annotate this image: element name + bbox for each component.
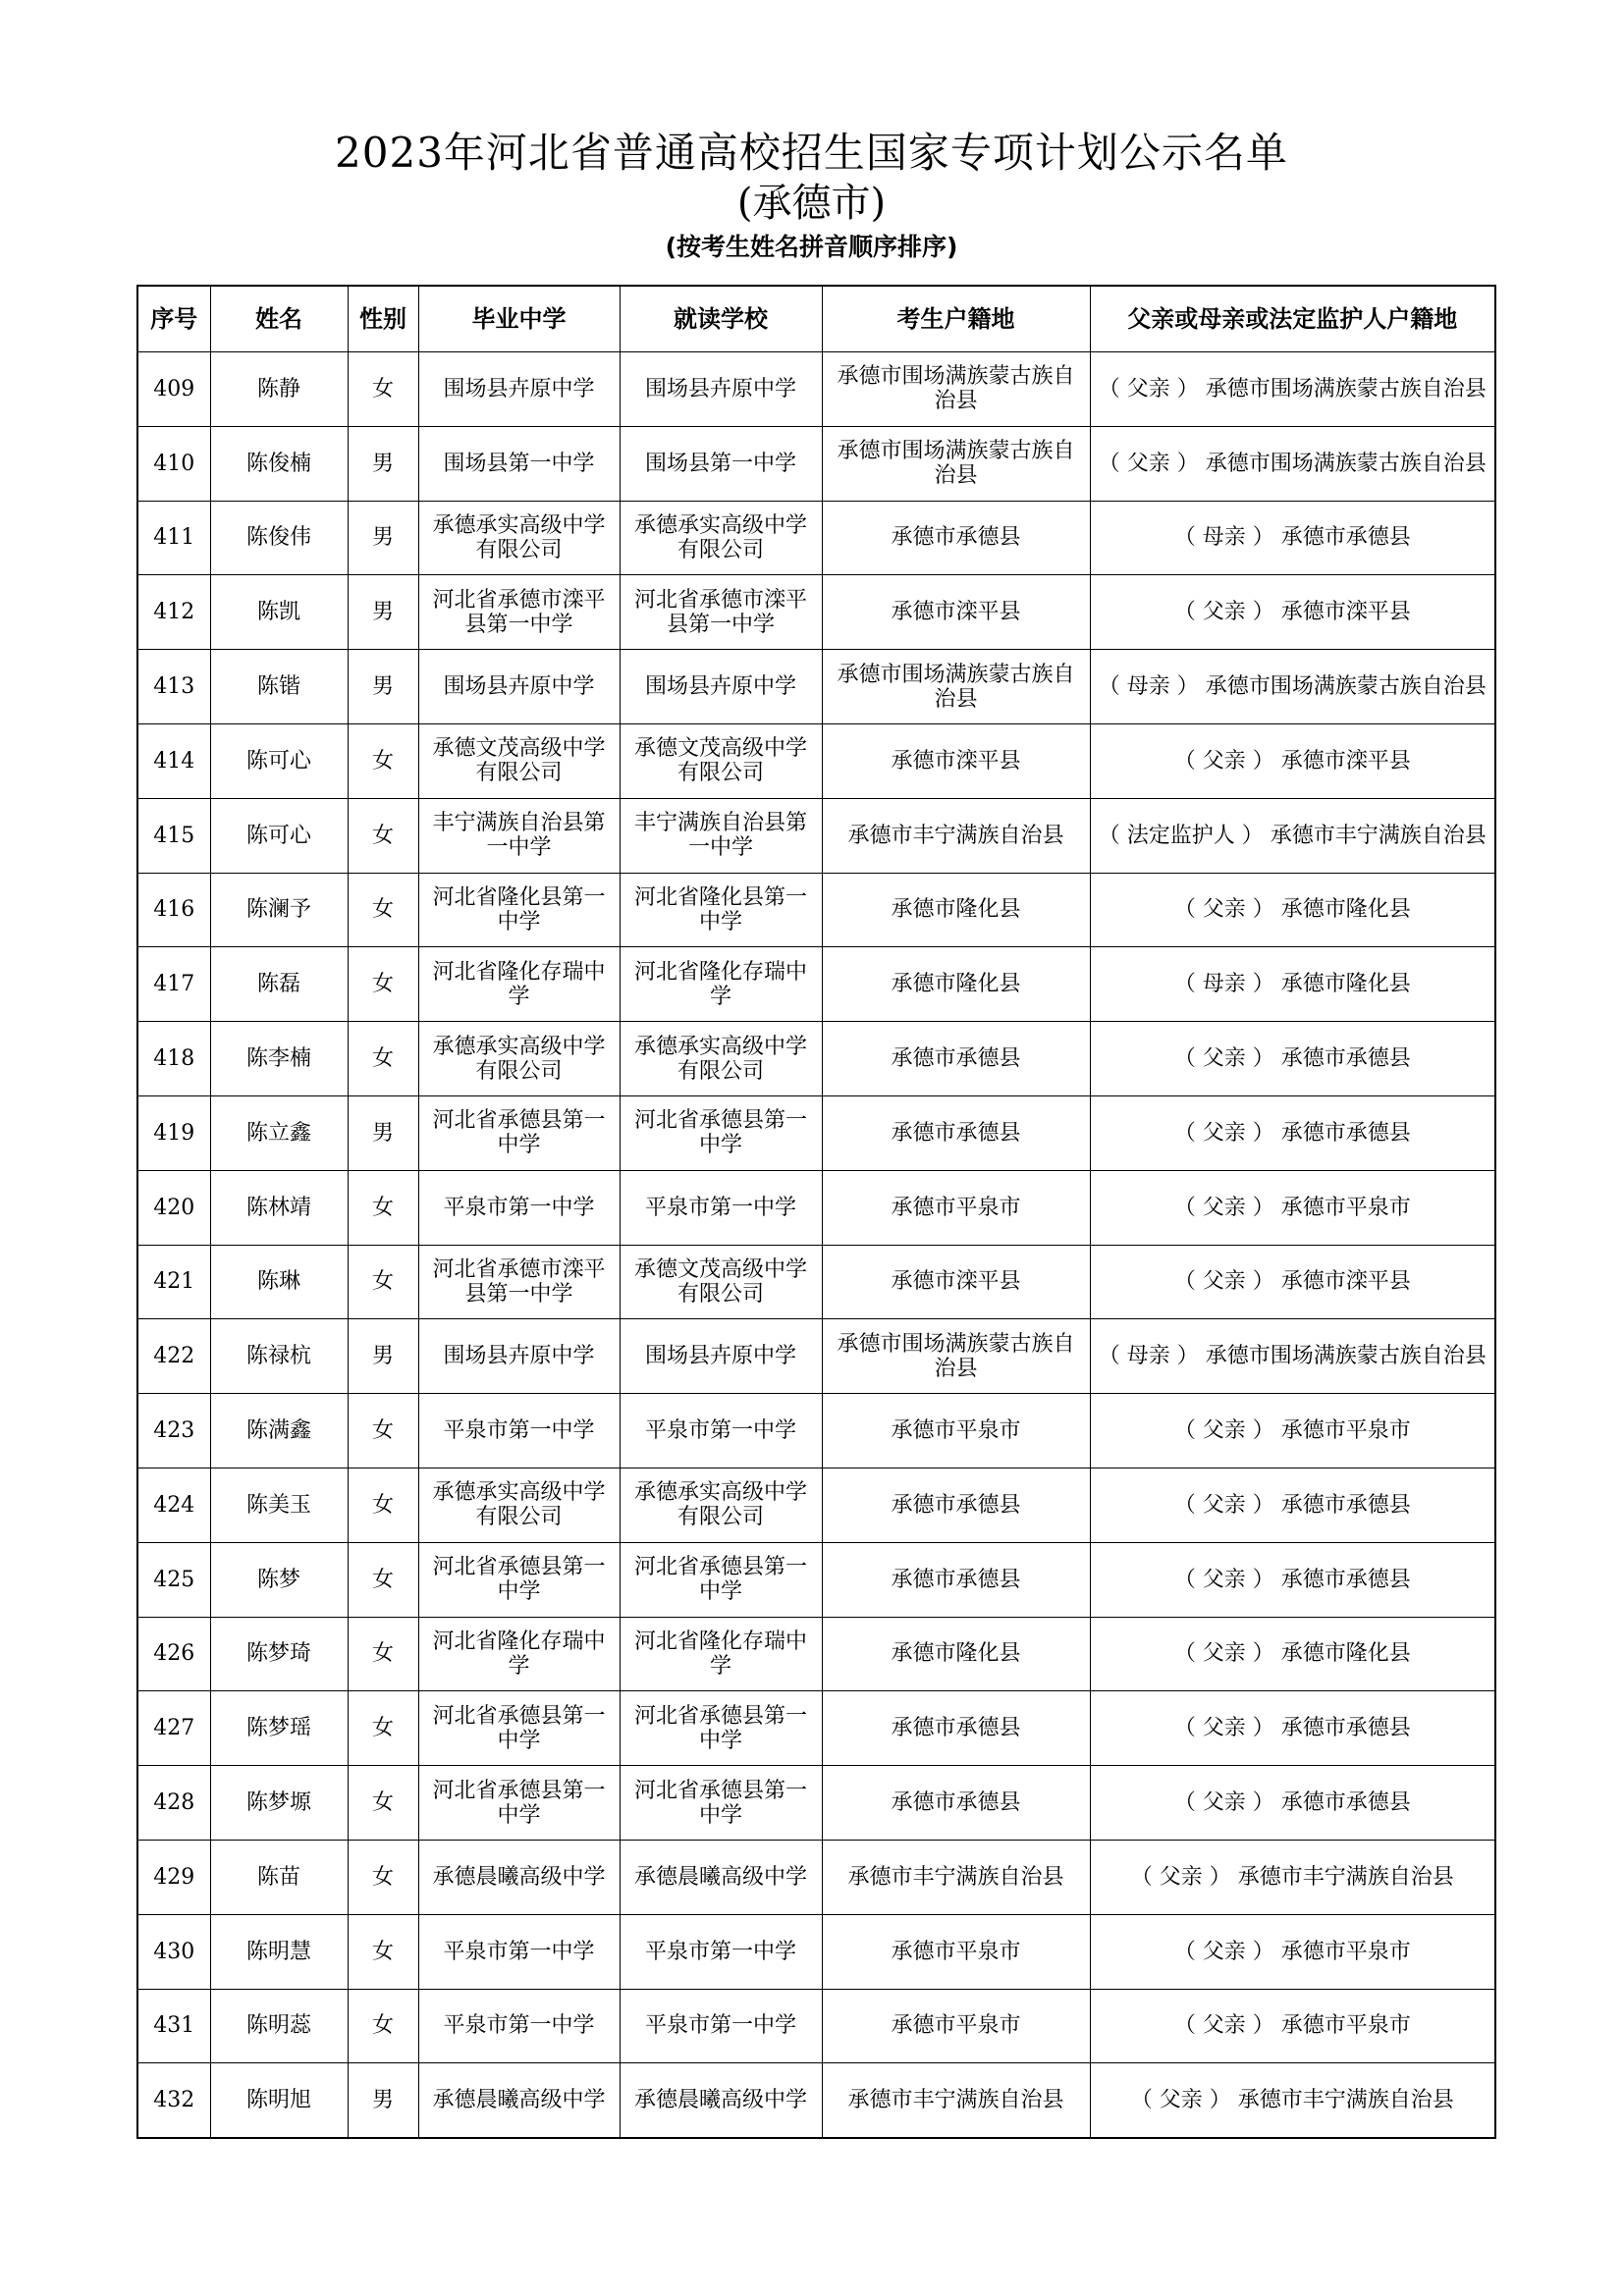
document-header — [0, 128, 1623, 265]
cell-current-school: 承德承实高级中学有限公司 — [620, 501, 822, 575]
cell-graduated-school: 河北省承德市滦平县第一中学 — [418, 575, 620, 650]
cell-student-residence: 承德市承德县 — [822, 1542, 1090, 1617]
cell-current-school: 平泉市第一中学 — [620, 1914, 822, 1989]
cell-gender: 女 — [348, 1394, 418, 1468]
cell-student-residence: 承德市承德县 — [822, 1766, 1090, 1841]
cell-index: 431 — [137, 1989, 210, 2063]
cell-student-residence: 承德市滦平县 — [822, 723, 1090, 798]
cell-current-school: 平泉市第一中学 — [620, 1170, 822, 1245]
cell-graduated-school: 围场县卉原中学 — [418, 352, 620, 427]
cell-gender: 男 — [348, 2063, 418, 2138]
cell-current-school: 围场县第一中学 — [620, 426, 822, 501]
cell-index: 422 — [137, 1319, 210, 1394]
cell-index: 416 — [137, 873, 210, 947]
table-row — [137, 501, 1495, 575]
cell-guardian-residence: （ 母亲 ） 承德市围场满族蒙古族自治县 — [1090, 650, 1495, 724]
cell-guardian-residence: （ 父亲 ） 承德市滦平县 — [1090, 575, 1495, 650]
cell-student-residence: 承德市平泉市 — [822, 1170, 1090, 1245]
cell-name: 陈明旭 — [210, 2063, 348, 2138]
table-row — [137, 1245, 1495, 1319]
cell-index: 425 — [137, 1542, 210, 1617]
cell-student-residence: 承德市承德县 — [822, 1691, 1090, 1766]
cell-index: 414 — [137, 723, 210, 798]
cell-gender: 女 — [348, 723, 418, 798]
cell-graduated-school: 平泉市第一中学 — [418, 1170, 620, 1245]
cell-name: 陈磊 — [210, 947, 348, 1022]
cell-index: 415 — [137, 798, 210, 873]
cell-student-residence: 承德市承德县 — [822, 1022, 1090, 1096]
table-row — [137, 1468, 1495, 1542]
cell-gender: 女 — [348, 1766, 418, 1841]
cell-name: 陈林靖 — [210, 1170, 348, 1245]
cell-student-residence: 承德市平泉市 — [822, 1914, 1090, 1989]
table-row — [137, 1840, 1495, 1914]
cell-guardian-residence: （ 父亲 ） 承德市承德县 — [1090, 1095, 1495, 1170]
cell-student-residence: 承德市围场满族蒙古族自治县 — [822, 1319, 1090, 1394]
table-row — [137, 575, 1495, 650]
cell-index: 419 — [137, 1095, 210, 1170]
table-row — [137, 1542, 1495, 1617]
cell-graduated-school: 围场县卉原中学 — [418, 1319, 620, 1394]
cell-name: 陈禄杭 — [210, 1319, 348, 1394]
cell-student-residence: 承德市平泉市 — [822, 1394, 1090, 1468]
cell-graduated-school: 承德承实高级中学有限公司 — [418, 1022, 620, 1096]
cell-current-school: 河北省承德县第一中学 — [620, 1691, 822, 1766]
cell-gender: 女 — [348, 798, 418, 873]
cell-name: 陈可心 — [210, 798, 348, 873]
cell-gender: 女 — [348, 1691, 418, 1766]
cell-student-residence: 承德市隆化县 — [822, 873, 1090, 947]
cell-graduated-school: 河北省隆化存瑞中学 — [418, 1617, 620, 1691]
cell-name: 陈梦塬 — [210, 1766, 348, 1841]
cell-name: 陈琳 — [210, 1245, 348, 1319]
cell-current-school: 承德文茂高级中学有限公司 — [620, 1245, 822, 1319]
table-row — [137, 1691, 1495, 1766]
cell-student-residence: 承德市滦平县 — [822, 575, 1090, 650]
cell-index: 426 — [137, 1617, 210, 1691]
cell-name: 陈明蕊 — [210, 1989, 348, 2063]
cell-student-residence: 承德市丰宁满族自治县 — [822, 2063, 1090, 2138]
cell-gender: 女 — [348, 947, 418, 1022]
cell-graduated-school: 平泉市第一中学 — [418, 1394, 620, 1468]
table-row — [137, 2063, 1495, 2138]
cell-name: 陈苗 — [210, 1840, 348, 1914]
cell-gender: 男 — [348, 650, 418, 724]
cell-current-school: 承德承实高级中学有限公司 — [620, 1468, 822, 1542]
column-header-student-residence: 考生户籍地 — [822, 286, 1090, 352]
table-row — [137, 1022, 1495, 1096]
table-header-row — [137, 286, 1495, 352]
cell-gender: 女 — [348, 1468, 418, 1542]
cell-index: 417 — [137, 947, 210, 1022]
table-row — [137, 1766, 1495, 1841]
document-title: 2023年河北省普通高校招生国家专项计划公示名单 — [335, 129, 1288, 177]
column-header-graduated-school: 毕业中学 — [418, 286, 620, 352]
cell-name: 陈梦 — [210, 1542, 348, 1617]
cell-current-school: 平泉市第一中学 — [620, 1989, 822, 2063]
cell-gender: 男 — [348, 501, 418, 575]
cell-guardian-residence: （ 父亲 ） 承德市丰宁满族自治县 — [1090, 2063, 1495, 2138]
cell-student-residence: 承德市承德县 — [822, 1095, 1090, 1170]
cell-graduated-school: 承德承实高级中学有限公司 — [418, 1468, 620, 1542]
cell-gender: 女 — [348, 1840, 418, 1914]
cell-current-school: 河北省隆化县第一中学 — [620, 873, 822, 947]
cell-graduated-school: 河北省承德县第一中学 — [418, 1766, 620, 1841]
cell-current-school: 河北省承德市滦平县第一中学 — [620, 575, 822, 650]
cell-current-school: 平泉市第一中学 — [620, 1394, 822, 1468]
cell-guardian-residence: （ 父亲 ） 承德市承德县 — [1090, 1468, 1495, 1542]
cell-index: 424 — [137, 1468, 210, 1542]
cell-gender: 男 — [348, 1095, 418, 1170]
table-row — [137, 723, 1495, 798]
table-row — [137, 873, 1495, 947]
table-row — [137, 1914, 1495, 1989]
table-row — [137, 947, 1495, 1022]
cell-student-residence: 承德市丰宁满族自治县 — [822, 1840, 1090, 1914]
cell-gender: 女 — [348, 352, 418, 427]
cell-graduated-school: 河北省承德县第一中学 — [418, 1691, 620, 1766]
cell-student-residence: 承德市隆化县 — [822, 947, 1090, 1022]
table-row — [137, 1617, 1495, 1691]
cell-current-school: 承德承实高级中学有限公司 — [620, 1022, 822, 1096]
cell-name: 陈静 — [210, 352, 348, 427]
cell-student-residence: 承德市平泉市 — [822, 1989, 1090, 2063]
cell-gender: 女 — [348, 1245, 418, 1319]
cell-student-residence: 承德市围场满族蒙古族自治县 — [822, 650, 1090, 724]
cell-graduated-school: 丰宁满族自治县第一中学 — [418, 798, 620, 873]
cell-name: 陈澜予 — [210, 873, 348, 947]
table-row — [137, 352, 1495, 427]
cell-guardian-residence: （ 父亲 ） 承德市平泉市 — [1090, 1914, 1495, 1989]
cell-current-school: 围场县卉原中学 — [620, 650, 822, 724]
table-row — [137, 1095, 1495, 1170]
cell-gender: 男 — [348, 426, 418, 501]
cell-guardian-residence: （ 父亲 ） 承德市滦平县 — [1090, 1245, 1495, 1319]
cell-graduated-school: 承德晨曦高级中学 — [418, 1840, 620, 1914]
cell-index: 418 — [137, 1022, 210, 1096]
cell-name: 陈美玉 — [210, 1468, 348, 1542]
cell-guardian-residence: （ 父亲 ） 承德市围场满族蒙古族自治县 — [1090, 352, 1495, 427]
cell-current-school: 承德晨曦高级中学 — [620, 2063, 822, 2138]
cell-student-residence: 承德市围场满族蒙古族自治县 — [822, 426, 1090, 501]
cell-gender: 女 — [348, 1022, 418, 1096]
cell-graduated-school: 河北省承德市滦平县第一中学 — [418, 1245, 620, 1319]
cell-guardian-residence: （ 父亲 ） 承德市平泉市 — [1090, 1989, 1495, 2063]
document-subtitle: (承德市) — [736, 181, 887, 226]
cell-current-school: 河北省隆化存瑞中学 — [620, 1617, 822, 1691]
cell-gender: 女 — [348, 1914, 418, 1989]
cell-guardian-residence: （ 母亲 ） 承德市隆化县 — [1090, 947, 1495, 1022]
cell-current-school: 围场县卉原中学 — [620, 1319, 822, 1394]
cell-student-residence: 承德市隆化县 — [822, 1617, 1090, 1691]
cell-graduated-school: 河北省隆化存瑞中学 — [418, 947, 620, 1022]
cell-index: 413 — [137, 650, 210, 724]
table-row — [137, 1989, 1495, 2063]
table-row — [137, 650, 1495, 724]
cell-current-school: 河北省承德县第一中学 — [620, 1766, 822, 1841]
cell-gender: 男 — [348, 575, 418, 650]
cell-guardian-residence: （ 法定监护人 ） 承德市丰宁满族自治县 — [1090, 798, 1495, 873]
cell-graduated-school: 围场县卉原中学 — [418, 650, 620, 724]
cell-guardian-residence: （ 父亲 ） 承德市承德县 — [1090, 1022, 1495, 1096]
column-header-name: 姓名 — [210, 286, 348, 352]
cell-name: 陈立鑫 — [210, 1095, 348, 1170]
column-header-guardian-residence: 父亲或母亲或法定监护人户籍地 — [1090, 286, 1495, 352]
cell-guardian-residence: （ 父亲 ） 承德市平泉市 — [1090, 1394, 1495, 1468]
cell-graduated-school: 河北省承德县第一中学 — [418, 1542, 620, 1617]
cell-name: 陈锴 — [210, 650, 348, 724]
cell-guardian-residence: （ 父亲 ） 承德市平泉市 — [1090, 1170, 1495, 1245]
column-header-current-school: 就读学校 — [620, 286, 822, 352]
cell-guardian-residence: （ 父亲 ） 承德市承德县 — [1090, 1542, 1495, 1617]
cell-guardian-residence: （ 父亲 ） 承德市隆化县 — [1090, 873, 1495, 947]
cell-gender: 女 — [348, 1542, 418, 1617]
table-row — [137, 1319, 1495, 1394]
column-header-gender: 性别 — [348, 286, 418, 352]
roster-table — [136, 285, 1496, 2139]
cell-index: 409 — [137, 352, 210, 427]
cell-guardian-residence: （ 父亲 ） 承德市承德县 — [1090, 1766, 1495, 1841]
cell-gender: 女 — [348, 1989, 418, 2063]
cell-name: 陈凯 — [210, 575, 348, 650]
cell-index: 427 — [137, 1691, 210, 1766]
cell-guardian-residence: （ 父亲 ） 承德市承德县 — [1090, 1691, 1495, 1766]
cell-graduated-school: 承德文茂高级中学有限公司 — [418, 723, 620, 798]
cell-index: 410 — [137, 426, 210, 501]
table-body — [137, 352, 1495, 2139]
cell-name: 陈梦瑶 — [210, 1691, 348, 1766]
cell-current-school: 河北省隆化存瑞中学 — [620, 947, 822, 1022]
cell-index: 430 — [137, 1914, 210, 1989]
cell-name: 陈满鑫 — [210, 1394, 348, 1468]
cell-guardian-residence: （ 父亲 ） 承德市隆化县 — [1090, 1617, 1495, 1691]
cell-guardian-residence: （ 父亲 ） 承德市围场满族蒙古族自治县 — [1090, 426, 1495, 501]
cell-current-school: 河北省承德县第一中学 — [620, 1095, 822, 1170]
cell-graduated-school: 河北省承德县第一中学 — [418, 1095, 620, 1170]
cell-index: 421 — [137, 1245, 210, 1319]
cell-student-residence: 承德市滦平县 — [822, 1245, 1090, 1319]
cell-graduated-school: 承德晨曦高级中学 — [418, 2063, 620, 2138]
cell-current-school: 河北省承德县第一中学 — [620, 1542, 822, 1617]
cell-index: 429 — [137, 1840, 210, 1914]
cell-guardian-residence: （ 母亲 ） 承德市承德县 — [1090, 501, 1495, 575]
cell-name: 陈可心 — [210, 723, 348, 798]
cell-index: 428 — [137, 1766, 210, 1841]
sort-note: (按考生姓名拼音顺序排序) — [665, 233, 958, 261]
cell-gender: 女 — [348, 1170, 418, 1245]
column-header-index: 序号 — [137, 286, 210, 352]
cell-graduated-school: 承德承实高级中学有限公司 — [418, 501, 620, 575]
table-row — [137, 426, 1495, 501]
cell-name: 陈俊楠 — [210, 426, 348, 501]
cell-current-school: 承德晨曦高级中学 — [620, 1840, 822, 1914]
cell-index: 412 — [137, 575, 210, 650]
cell-graduated-school: 平泉市第一中学 — [418, 1914, 620, 1989]
cell-gender: 女 — [348, 873, 418, 947]
cell-student-residence: 承德市丰宁满族自治县 — [822, 798, 1090, 873]
cell-index: 432 — [137, 2063, 210, 2138]
table-row — [137, 1170, 1495, 1245]
cell-index: 420 — [137, 1170, 210, 1245]
cell-guardian-residence: （ 父亲 ） 承德市丰宁满族自治县 — [1090, 1840, 1495, 1914]
cell-index: 411 — [137, 501, 210, 575]
cell-name: 陈明慧 — [210, 1914, 348, 1989]
table-row — [137, 798, 1495, 873]
cell-gender: 男 — [348, 1319, 418, 1394]
cell-graduated-school: 围场县第一中学 — [418, 426, 620, 501]
table-row — [137, 1394, 1495, 1468]
cell-guardian-residence: （ 父亲 ） 承德市滦平县 — [1090, 723, 1495, 798]
cell-graduated-school: 平泉市第一中学 — [418, 1989, 620, 2063]
cell-name: 陈梦琦 — [210, 1617, 348, 1691]
cell-current-school: 丰宁满族自治县第一中学 — [620, 798, 822, 873]
cell-student-residence: 承德市承德县 — [822, 501, 1090, 575]
cell-graduated-school: 河北省隆化县第一中学 — [418, 873, 620, 947]
cell-name: 陈李楠 — [210, 1022, 348, 1096]
cell-current-school: 承德文茂高级中学有限公司 — [620, 723, 822, 798]
cell-student-residence: 承德市承德县 — [822, 1468, 1090, 1542]
cell-guardian-residence: （ 母亲 ） 承德市围场满族蒙古族自治县 — [1090, 1319, 1495, 1394]
cell-current-school: 围场县卉原中学 — [620, 352, 822, 427]
cell-name: 陈俊伟 — [210, 501, 348, 575]
cell-index: 423 — [137, 1394, 210, 1468]
cell-student-residence: 承德市围场满族蒙古族自治县 — [822, 352, 1090, 427]
cell-gender: 女 — [348, 1617, 418, 1691]
